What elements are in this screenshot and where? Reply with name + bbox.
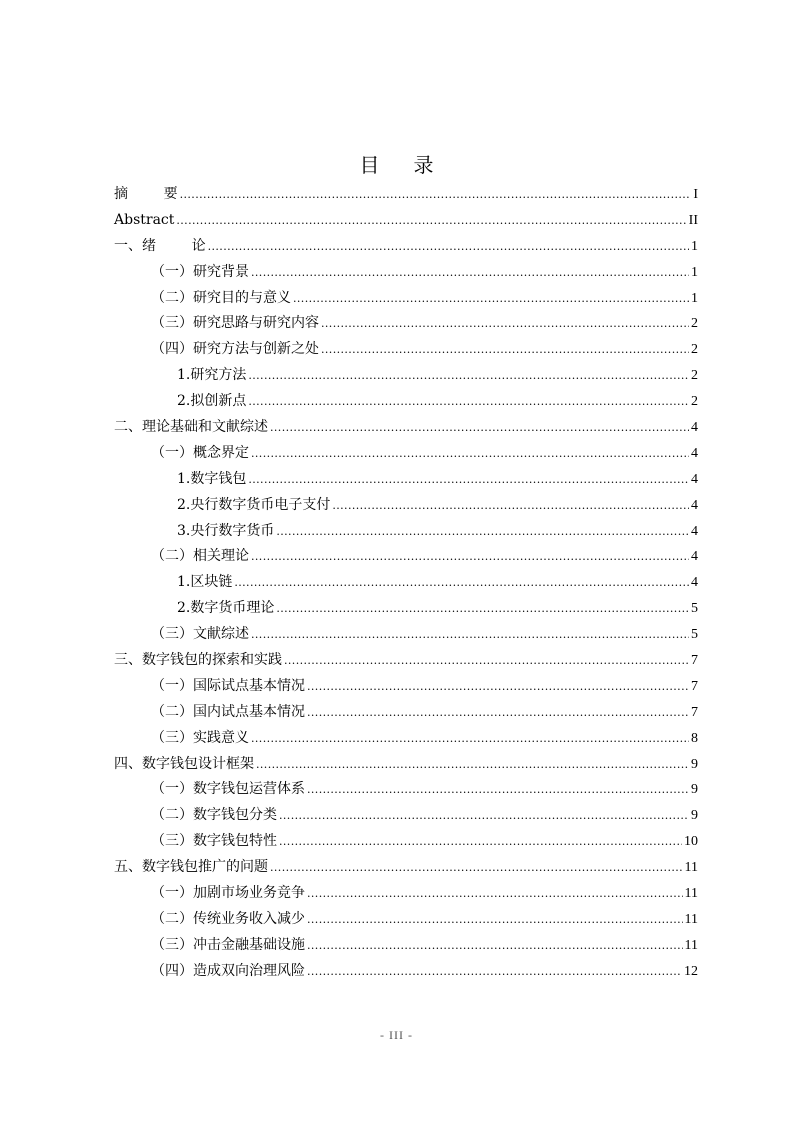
dot-leader	[307, 959, 682, 985]
dot-leader	[307, 933, 683, 959]
dot-leader	[251, 622, 689, 648]
toc-entry-title: （四）研究方法与创新之处	[151, 341, 319, 358]
toc-entry[interactable]	[114, 803, 698, 829]
toc-entry-page: 12	[684, 963, 698, 979]
dot-leader	[251, 544, 689, 570]
toc-entry[interactable]	[114, 674, 698, 700]
toc-entry-title: （三）实践意义	[151, 729, 249, 746]
toc-entry-page: 4	[691, 575, 698, 591]
toc-entry-title: Abstract	[114, 211, 175, 228]
toc-entry-title: 一、绪 论	[114, 237, 206, 254]
dot-leader	[279, 829, 682, 855]
toc-entry-title: （四）造成双向治理风险	[151, 962, 305, 979]
toc-entry-title: （二）国内试点基本情况	[151, 703, 305, 720]
toc-entry-title: 1.数字钱包	[177, 470, 247, 487]
toc-entry-page: 7	[691, 704, 698, 720]
dot-leader	[270, 415, 689, 441]
dot-leader	[270, 855, 683, 881]
toc-entry[interactable]	[114, 389, 698, 415]
dot-leader	[176, 208, 686, 234]
toc-entry[interactable]	[114, 182, 698, 208]
toc-entry-title: 2.拟创新点	[177, 393, 247, 410]
dot-leader	[307, 777, 689, 803]
dot-leader	[208, 234, 689, 260]
toc-entry-title: 二、理论基础和文献综述	[114, 419, 268, 436]
dot-leader	[248, 467, 689, 493]
toc-entry[interactable]	[114, 286, 698, 312]
toc-entry-title: 五、数字钱包推广的问题	[114, 859, 268, 876]
toc-entry[interactable]	[114, 493, 698, 519]
toc-entry[interactable]	[114, 337, 698, 363]
toc-entry-page: 4	[691, 471, 698, 487]
toc-entry-title: （一）研究背景	[151, 263, 249, 280]
dot-leader	[248, 363, 689, 389]
toc-entry-title: 1.研究方法	[177, 367, 247, 384]
toc-entry[interactable]	[114, 648, 698, 674]
toc-entry-page: 1	[691, 264, 698, 280]
toc-entry[interactable]	[114, 959, 698, 985]
toc-entry-page: 1	[691, 290, 698, 306]
dot-leader	[284, 648, 689, 674]
dot-leader	[279, 803, 689, 829]
toc-entry-title: 摘 要	[114, 186, 178, 202]
toc-entry[interactable]	[114, 363, 698, 389]
toc-entry[interactable]	[114, 596, 698, 622]
toc-entry-page: 9	[691, 808, 698, 824]
toc-entry-title: （二）相关理论	[151, 548, 249, 565]
dot-leader	[293, 286, 689, 312]
toc-entry-page: 5	[691, 627, 698, 643]
toc-entry-title: （二）传统业务收入减少	[151, 910, 305, 927]
toc-entry-title: 3.央行数字货币	[177, 522, 275, 539]
dot-leader	[307, 907, 683, 933]
toc-entry-page: 4	[691, 549, 698, 565]
toc-entry-page: 9	[691, 782, 698, 798]
toc-entry[interactable]	[114, 622, 698, 648]
toc-entry-page: 11	[684, 937, 698, 953]
toc-entry-page: 4	[691, 420, 698, 436]
toc-entry-page: 5	[691, 601, 698, 617]
toc-entry[interactable]	[114, 570, 698, 596]
toc-entry[interactable]	[114, 234, 698, 260]
toc-entry-title: （一）国际试点基本情况	[151, 677, 305, 694]
dot-leader	[307, 881, 683, 907]
toc-entry[interactable]	[114, 907, 698, 933]
page-title: 目录	[359, 153, 468, 177]
toc-entry-page: 2	[691, 368, 698, 384]
dot-leader	[248, 389, 689, 415]
toc-entry-title: （一）概念界定	[151, 444, 249, 461]
toc-entry[interactable]	[114, 777, 698, 803]
toc-entry[interactable]	[114, 467, 698, 493]
page-footer-number: - III -	[380, 1028, 413, 1042]
toc-entry[interactable]	[114, 441, 698, 467]
toc-entry[interactable]	[114, 829, 698, 855]
dot-leader	[256, 752, 689, 778]
toc-entry-page: 11	[684, 911, 698, 927]
toc-entry-title: （三）文献综述	[151, 626, 249, 643]
dot-leader	[332, 493, 689, 519]
toc-entry-page: 10	[684, 834, 698, 850]
toc-entry-page: 4	[691, 523, 698, 539]
toc-entry[interactable]	[114, 544, 698, 570]
toc-entry-title: （三）研究思路与研究内容	[151, 315, 319, 332]
toc-entry-page: 2	[691, 316, 698, 332]
dot-leader	[180, 182, 692, 208]
toc-entry-page: I	[693, 187, 698, 202]
toc-entry[interactable]	[114, 881, 698, 907]
toc-entry-page: 4	[691, 497, 698, 513]
dot-leader	[234, 570, 689, 596]
dot-leader	[321, 311, 689, 337]
toc-entry-title: （一）数字钱包运营体系	[151, 781, 305, 798]
toc-entry-page: 2	[691, 394, 698, 410]
toc-entry-page: 9	[691, 756, 698, 772]
toc-entry-title: （二）研究目的与意义	[151, 289, 291, 306]
toc-entry-title: （二）数字钱包分类	[151, 807, 277, 824]
toc-entry[interactable]	[114, 519, 698, 545]
toc-entry[interactable]	[114, 415, 698, 441]
dot-leader	[321, 337, 689, 363]
toc-entry-title: 1.区块链	[177, 574, 233, 591]
dot-leader	[307, 674, 689, 700]
toc-entry-page: 1	[691, 238, 698, 254]
dot-leader	[251, 441, 689, 467]
dot-leader	[276, 519, 689, 545]
toc-entry[interactable]	[114, 855, 698, 881]
toc-entry[interactable]	[114, 726, 698, 752]
toc-entry-page: 11	[684, 860, 698, 876]
toc-entry-page: 4	[691, 445, 698, 461]
dot-leader	[251, 260, 689, 286]
toc-entry[interactable]	[114, 311, 698, 337]
toc-entry-title: 2.数字货币理论	[177, 600, 275, 617]
dot-leader	[276, 596, 689, 622]
toc-entry-title: 四、数字钱包设计框架	[114, 755, 254, 772]
toc-entry-page: 7	[691, 653, 698, 669]
toc-entry-page: 11	[684, 886, 698, 902]
toc-entry-page: II	[688, 212, 698, 228]
toc-entry-title: （一）加剧市场业务竞争	[151, 885, 305, 902]
dot-leader	[307, 700, 689, 726]
toc-entry[interactable]	[114, 933, 698, 959]
table-of-contents	[114, 182, 698, 985]
toc-entry-title: 三、数字钱包的探索和实践	[114, 652, 282, 669]
toc-entry-title: （三）数字钱包特性	[151, 833, 277, 850]
toc-entry-title: 2.央行数字货币电子支付	[177, 496, 331, 513]
toc-entry-page: 2	[691, 342, 698, 358]
toc-entry-title: （三）冲击金融基础设施	[151, 936, 305, 953]
toc-entry-page: 8	[691, 730, 698, 746]
toc-entry[interactable]	[114, 260, 698, 286]
toc-entry[interactable]	[114, 752, 698, 778]
toc-entry-page: 7	[691, 678, 698, 694]
dot-leader	[251, 726, 689, 752]
toc-entry[interactable]	[114, 700, 698, 726]
toc-entry[interactable]	[114, 208, 698, 234]
